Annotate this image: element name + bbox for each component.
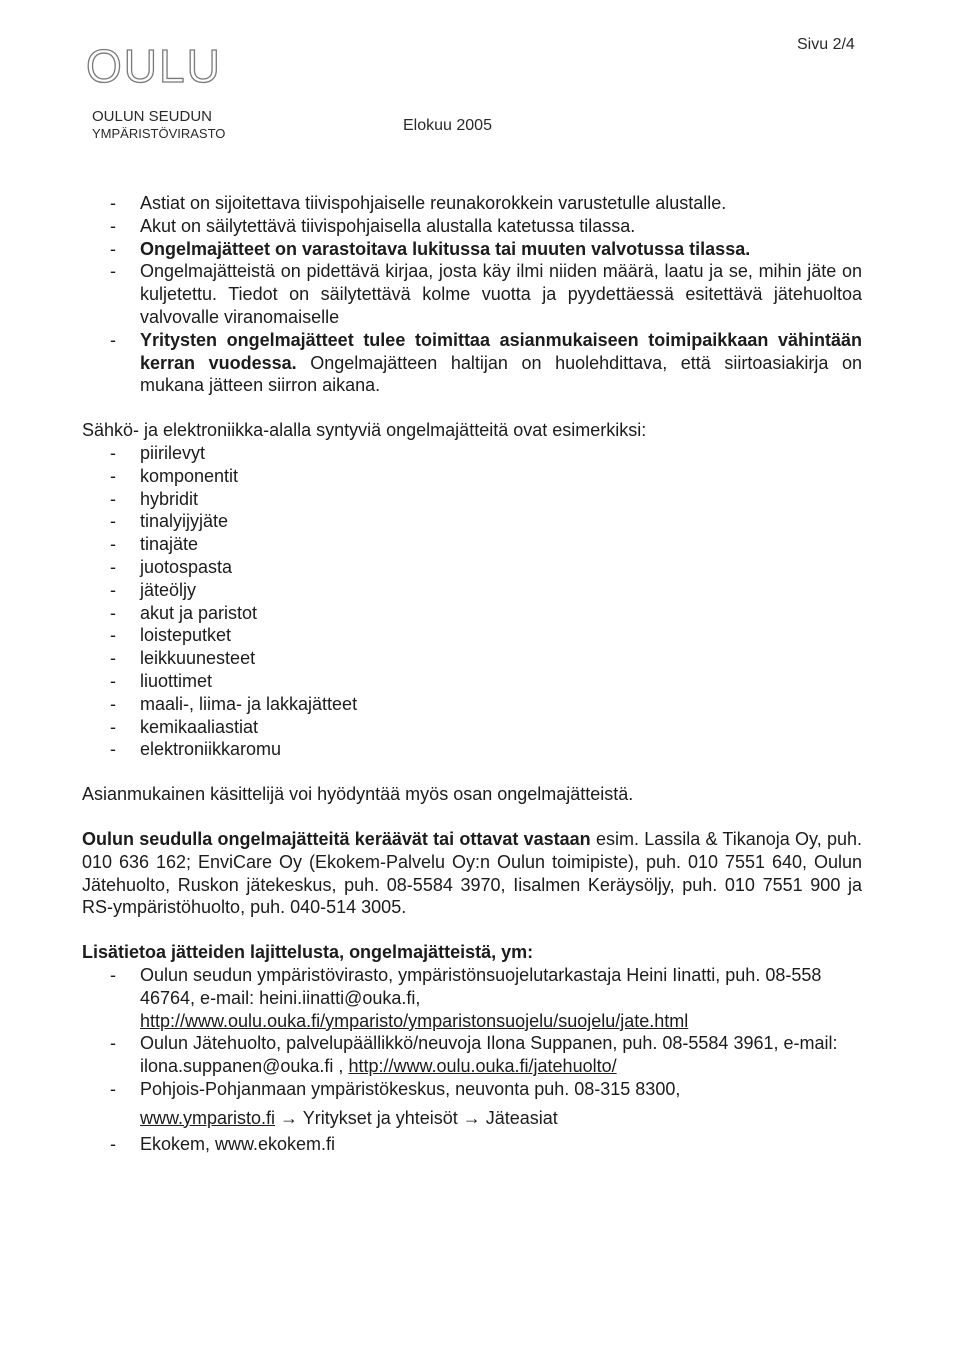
list-item: - Ekokem, www.ekokem.fi [82, 1133, 862, 1156]
list-item: - Oulun seudun ympäristövirasto, ympäristönsuojelutarkastaja Heini Iinatti, puh. 08-558 46764, e-mail: heini.iinatti@ouka.fi, http://www.oulu.ouka.fi/ymparisto/ymparistonsuojelu/suojelu/jate.html [82, 964, 862, 1032]
electronics-waste-list [82, 442, 862, 761]
org-line-2: YMPÄRISTÖVIRASTO [92, 126, 226, 141]
list-item: - akut ja paristot [82, 602, 862, 625]
list-item: - kemikaaliastiat [82, 716, 862, 739]
logo [84, 38, 244, 98]
document-date: Elokuu 2005 [403, 117, 492, 134]
list-item: - liuottimet [82, 670, 862, 693]
info-heading: Lisätietoa jätteiden lajittelusta, ongelmajätteistä, ym: [82, 942, 534, 963]
list-item: - maali-, liima- ja lakkajätteet [82, 693, 862, 716]
list-item: - loisteputket [82, 624, 862, 647]
document-body [82, 192, 862, 1156]
list-item: - tinalyijyjäte [82, 510, 862, 533]
list-item: - tinajäte [82, 533, 862, 556]
collectors-paragraph: Oulun seudulla ongelmajätteitä keräävät tai ottavat vastaan esim. Lassila & Tikanoja Oy, puh. 010 636 162; EnviCare Oy (Ekokem-Palvelu Oy:n Oulun toimipiste), puh. 010 7551 640, Oulun Jätehuolto, Ruskon jätekeskus, puh. 08-5584 3970, Iisalmen Keräysöljy, puh. 010 7551 900 ja RS-ympäristöhuolto, puh. 040-514 3005. [82, 828, 862, 918]
list-item: - jäteöljy [82, 579, 862, 602]
storage-rules-list [82, 192, 862, 397]
list-item: - Yritysten ongelmajätteet tulee toimittaa asianmukaiseen toimipaikkaan vähintään kerran vuodessa. Ongelmajätteen haltijan on huolehdittava, että siirtoasiakirja on mukana jätteen siirron aikana. [82, 329, 862, 397]
list-item: - Astiat on sijoitettava tiivispohjaiselle reunakorokkein varustetulle alustalle. [82, 192, 862, 215]
list-item: - piirilevyt [82, 442, 862, 465]
link-jatehuolto[interactable]: http://www.oulu.ouka.fi/jatehuolto/ [348, 1056, 617, 1077]
list-item: - Akut on säilytettävä tiivispohjaisella alustalla katetussa tilassa. [82, 215, 862, 238]
electronics-intro: Sähkö- ja elektroniikka-alalla syntyviä ongelmajätteitä ovat esimerkiksi: [82, 420, 647, 441]
org-line-1: OULUN SEUDUN [92, 108, 213, 125]
list-item: - Oulun Jätehuolto, palvelupäällikkö/neuvoja Ilona Suppanen, puh. 08-5584 3961, e-mail: ilona.suppanen@ouka.fi , http://www.oulu.ouka.fi/jatehuolto/ [82, 1032, 862, 1078]
list-item: - Ongelmajätteet on varastoitava lukitussa tai muuten valvotussa tilassa. [82, 238, 862, 261]
list-item: - Ongelmajätteistä on pidettävä kirjaa, josta käy ilmi niiden määrä, laatu ja se, mihin jäte on kuljetettu. Tiedot on säilytettävä kolme vuotta ja pyydettäessä esitettävä jätehuoltoa valvovalle viranomaiselle [82, 260, 862, 328]
list-item: - elektroniikkaromu [82, 738, 862, 761]
list-item: - Pohjois-Pohjanmaan ympäristökeskus, neuvonta puh. 08-315 8300, www.ymparisto.fi → Yritykset ja yhteisöt → Jäteasiat [82, 1078, 862, 1130]
logo-text: OULU [86, 40, 222, 92]
reuse-note: Asianmukainen käsittelijä voi hyödyntää myös osan ongelmajätteistä. [82, 784, 634, 805]
page-number: Sivu 2/4 [797, 36, 855, 53]
organization-name [92, 108, 225, 142]
link-ymparisto-jate[interactable]: http://www.oulu.ouka.fi/ymparisto/ymparistonsuojelu/suojelu/jate.html [140, 1010, 689, 1031]
list-item: - juotospasta [82, 556, 862, 579]
list-item: - komponentit [82, 465, 862, 488]
list-item: - leikkuunesteet [82, 647, 862, 670]
list-item: - hybridit [82, 488, 862, 511]
link-ymparisto-fi[interactable]: www.ymparisto.fi [140, 1107, 276, 1128]
contacts-list [82, 964, 862, 1156]
